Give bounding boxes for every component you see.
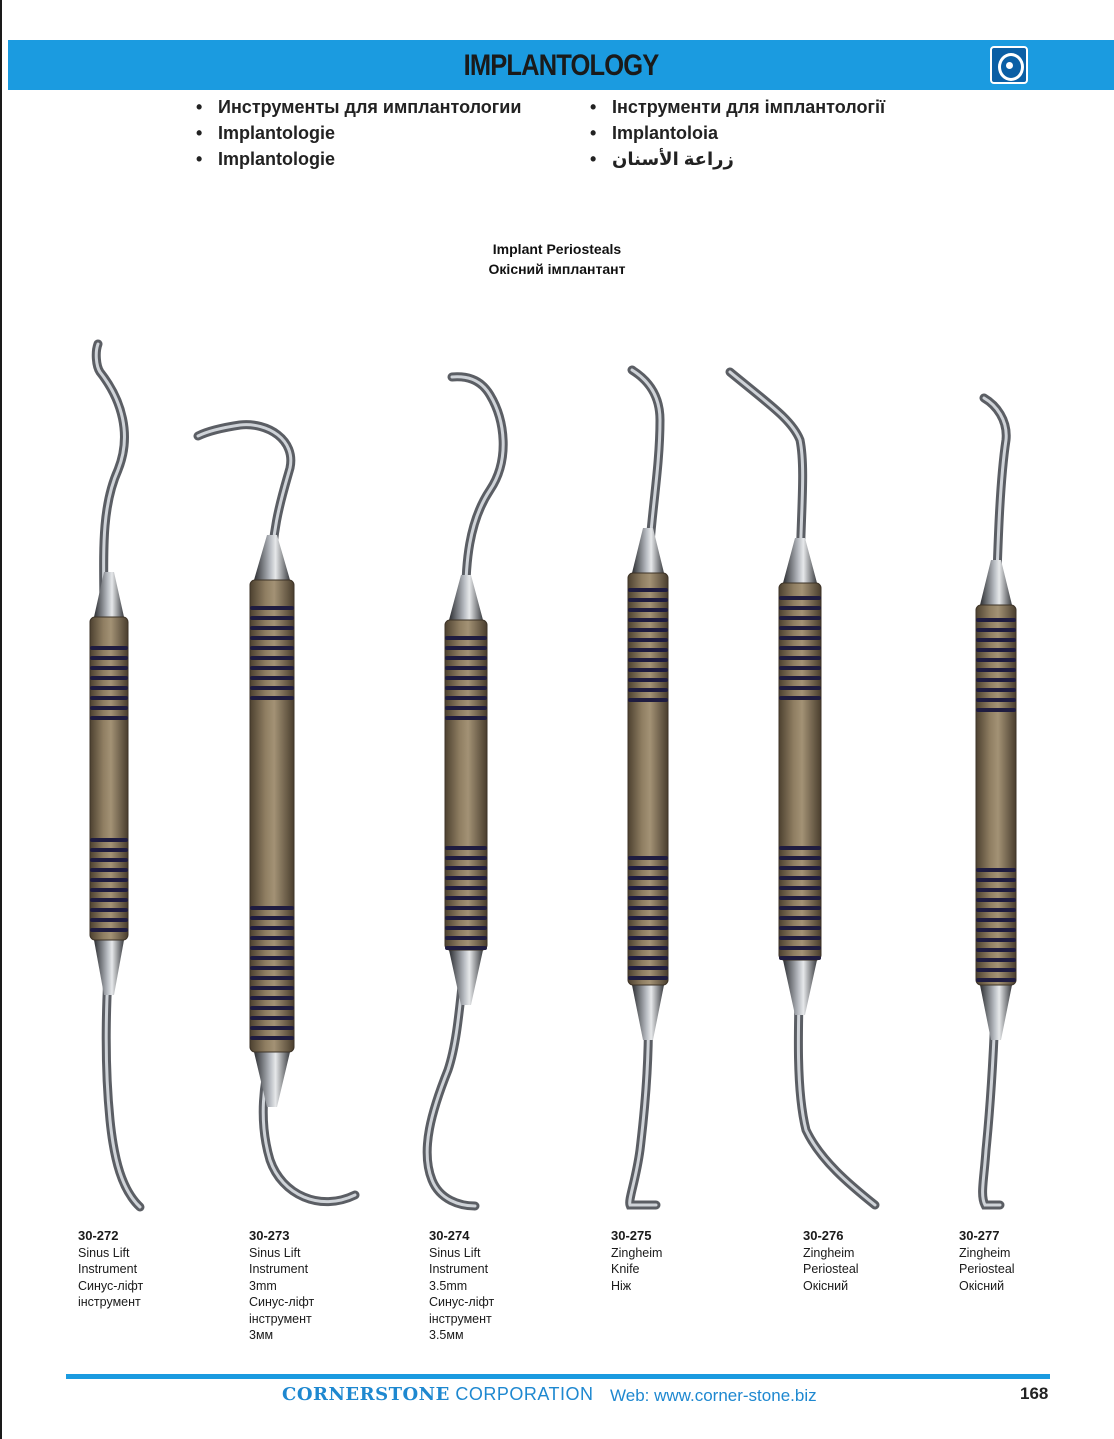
handle-groove	[250, 1006, 294, 1010]
handle-groove	[250, 626, 294, 630]
handle-groove	[628, 608, 668, 612]
handle-groove	[445, 936, 487, 940]
caption-line: Синус-ліфт	[429, 1295, 495, 1309]
handle-groove	[628, 896, 668, 900]
upper-neck	[632, 528, 664, 573]
handle-groove	[250, 606, 294, 610]
handle-groove	[976, 948, 1016, 952]
handle-groove	[779, 646, 821, 650]
caption-line: 3мм	[249, 1328, 274, 1342]
handle-groove	[445, 666, 487, 670]
handle-groove	[976, 938, 1016, 942]
handle-groove	[976, 908, 1016, 912]
instrument-30-272	[90, 344, 140, 1207]
product-code: 30-275	[611, 1228, 652, 1243]
caption-line: Окісний	[959, 1278, 1005, 1293]
caption-line: Periosteal	[803, 1262, 859, 1276]
handle-groove	[628, 668, 668, 672]
product-code: 30-272	[78, 1228, 119, 1243]
handle-groove	[250, 1026, 294, 1030]
handle-groove	[628, 976, 668, 980]
handle-groove	[976, 698, 1016, 702]
bullet-icon: •	[590, 123, 597, 143]
product-caption-30-274	[429, 1228, 494, 1344]
caption-line: Sinus Lift	[249, 1245, 301, 1260]
footer-website: Web: www.corner-stone.biz	[610, 1386, 817, 1405]
handle-groove	[628, 956, 668, 960]
handle-groove	[779, 596, 821, 600]
product-code: 30-274	[429, 1228, 470, 1243]
caption-line: Periosteal	[959, 1262, 1015, 1276]
handle-groove	[250, 616, 294, 620]
handle	[628, 573, 668, 985]
handle-groove	[628, 856, 668, 860]
language-item: • Implantoloia	[590, 120, 885, 146]
handle-groove	[976, 968, 1016, 972]
handle-groove	[779, 686, 821, 690]
handle-groove	[90, 898, 128, 902]
handle-groove	[628, 638, 668, 642]
lower-neck	[632, 985, 664, 1040]
caption-line: Instrument	[429, 1262, 489, 1276]
language-item: • Implantologie	[196, 120, 521, 146]
handle-groove	[250, 976, 294, 980]
handle-groove	[628, 698, 668, 702]
handle-groove	[250, 926, 294, 930]
handle-groove	[628, 926, 668, 930]
handle-groove	[445, 846, 487, 850]
handle-groove	[445, 636, 487, 640]
handle-groove	[250, 686, 294, 690]
handle-groove	[250, 966, 294, 970]
handle-groove	[779, 846, 821, 850]
handle-groove	[976, 978, 1016, 982]
caption-line: Zingheim	[611, 1245, 663, 1260]
handle-groove	[976, 878, 1016, 882]
lower-neck	[783, 960, 817, 1015]
product-caption-30-275	[611, 1228, 662, 1294]
handle-groove	[250, 656, 294, 660]
handle-groove	[90, 716, 128, 720]
handle-groove	[90, 928, 128, 932]
handle-groove	[628, 946, 668, 950]
handle	[250, 580, 294, 1052]
handle-groove	[779, 926, 821, 930]
handle-groove	[445, 686, 487, 690]
handle-groove	[445, 676, 487, 680]
handle-groove	[628, 936, 668, 940]
handle-groove	[445, 916, 487, 920]
handle-groove	[445, 716, 487, 720]
handle-groove	[445, 696, 487, 700]
handle-groove	[445, 906, 487, 910]
handle-groove	[976, 868, 1016, 872]
handle-groove	[445, 866, 487, 870]
bullet-icon: •	[196, 97, 203, 117]
footer-rule	[66, 1374, 1050, 1379]
handle-groove	[250, 636, 294, 640]
handle-groove	[779, 626, 821, 630]
bullet-icon: •	[196, 123, 203, 143]
lower-neck	[94, 940, 124, 995]
company-name-strong: CORNERSTONE	[282, 1384, 450, 1405]
instrument-30-277	[976, 398, 1016, 1205]
upper-neck	[980, 560, 1012, 605]
caption-line: Zingheim	[959, 1245, 1011, 1260]
product-caption-30-277	[959, 1228, 1015, 1294]
handle-groove	[628, 598, 668, 602]
bullet-icon: •	[590, 149, 597, 169]
section-title: Implant Periosteals	[492, 241, 622, 257]
handle-groove	[628, 618, 668, 622]
handle-groove	[628, 648, 668, 652]
handle-groove	[628, 906, 668, 910]
handle-groove	[250, 986, 294, 990]
handle-groove	[250, 916, 294, 920]
handle-groove	[250, 956, 294, 960]
handle-groove	[976, 898, 1016, 902]
product-code: 30-276	[803, 1228, 844, 1243]
instrument-30-276	[730, 372, 875, 1205]
handle-groove	[90, 646, 128, 650]
handle-groove	[445, 926, 487, 930]
handle-groove	[628, 678, 668, 682]
language-item: • زراعة الأسنان	[590, 146, 885, 172]
upper-neck	[254, 535, 290, 580]
instrument-30-273	[198, 425, 355, 1202]
handle-groove	[250, 666, 294, 670]
caption-line: Окісний	[803, 1278, 849, 1293]
upper-neck	[783, 538, 817, 583]
handle-groove	[779, 906, 821, 910]
handle-groove	[90, 696, 128, 700]
caption-line: 3mm	[249, 1278, 277, 1293]
caption-line: 3.5mm	[429, 1278, 468, 1293]
handle-groove	[445, 886, 487, 890]
company-name-light: CORPORATION	[455, 1384, 594, 1404]
handle-groove	[250, 696, 294, 700]
handle-groove	[976, 618, 1016, 622]
language-item: • Інструменти для імплантології	[590, 94, 885, 120]
handle-groove	[90, 908, 128, 912]
handle-groove	[779, 886, 821, 890]
handle-groove	[976, 888, 1016, 892]
handle-groove	[779, 916, 821, 920]
lower-working-end	[798, 960, 875, 1205]
handle-groove	[976, 628, 1016, 632]
footer-company-name	[282, 1384, 594, 1405]
handle-groove	[976, 708, 1016, 712]
handle-groove	[250, 996, 294, 1000]
handle-groove	[779, 636, 821, 640]
handle-groove	[250, 646, 294, 650]
caption-line: Knife	[611, 1262, 640, 1276]
caption-line: Синус-ліфт	[249, 1295, 315, 1309]
handle-groove	[445, 876, 487, 880]
handle-groove	[90, 666, 128, 670]
caption-line: інструмент	[249, 1311, 312, 1326]
product-caption-30-273	[249, 1228, 314, 1344]
handle-groove	[90, 656, 128, 660]
caption-line: Sinus Lift	[78, 1245, 130, 1260]
handle-groove	[976, 658, 1016, 662]
handle-groove	[445, 946, 487, 950]
page-number: 168	[1020, 1384, 1049, 1403]
caption-line: інструмент	[429, 1311, 492, 1326]
caption-line: 3.5мм	[429, 1328, 464, 1342]
upper-neck	[449, 575, 483, 620]
handle-groove	[445, 896, 487, 900]
handle-groove	[90, 888, 128, 892]
language-item: • Инструменты для имплантологии	[196, 94, 521, 120]
handle-groove	[976, 928, 1016, 932]
handle-groove	[779, 866, 821, 870]
lower-neck	[449, 950, 483, 1005]
product-caption-30-276	[803, 1228, 859, 1294]
handle-groove	[250, 936, 294, 940]
handle-groove	[250, 676, 294, 680]
handle-groove	[90, 878, 128, 882]
product-code: 30-277	[959, 1228, 1000, 1243]
handle-groove	[90, 676, 128, 680]
handle-groove	[628, 886, 668, 890]
handle-groove	[976, 668, 1016, 672]
handle-groove	[779, 896, 821, 900]
handle-groove	[90, 838, 128, 842]
handle-groove	[445, 856, 487, 860]
handle-groove	[250, 1036, 294, 1040]
handle-groove	[779, 666, 821, 670]
handle-groove	[445, 706, 487, 710]
handle-groove	[90, 686, 128, 690]
handle-groove	[779, 876, 821, 880]
handle-groove	[779, 946, 821, 950]
handle-groove	[628, 866, 668, 870]
handle-groove	[90, 918, 128, 922]
handle-groove	[779, 676, 821, 680]
handle-groove	[90, 858, 128, 862]
handle-groove	[976, 958, 1016, 962]
handle-groove	[628, 588, 668, 592]
handle-groove	[628, 628, 668, 632]
handle-groove	[628, 966, 668, 970]
handle-groove	[250, 906, 294, 910]
handle-groove	[779, 696, 821, 700]
handle-groove	[445, 656, 487, 660]
handle-groove	[628, 916, 668, 920]
caption-line: Instrument	[78, 1262, 138, 1276]
caption-line: Синус-ліфт	[78, 1278, 144, 1293]
handle-groove	[445, 646, 487, 650]
handle-groove	[628, 876, 668, 880]
caption-line: Zingheim	[803, 1245, 855, 1260]
page-title: IMPLANTOLOGY	[463, 49, 659, 82]
handle-groove	[976, 688, 1016, 692]
bullet-icon: •	[196, 149, 203, 169]
handle-groove	[779, 616, 821, 620]
caption-line: інструмент	[78, 1295, 141, 1309]
handle-groove	[250, 1016, 294, 1020]
handle-groove	[779, 606, 821, 610]
handle-groove	[90, 706, 128, 710]
bullet-icon: •	[590, 97, 597, 117]
caption-line: Ніж	[611, 1278, 632, 1293]
handle-groove	[90, 848, 128, 852]
handle-groove	[976, 638, 1016, 642]
instrument-30-274	[427, 377, 503, 1206]
product-code: 30-273	[249, 1228, 290, 1243]
caption-line: Instrument	[249, 1262, 309, 1276]
product-caption-30-272	[78, 1228, 143, 1311]
handle-groove	[779, 936, 821, 940]
language-item: • Implantologie	[196, 146, 521, 172]
handle-groove	[779, 656, 821, 660]
handle-groove	[250, 946, 294, 950]
handle-groove	[628, 658, 668, 662]
handle-groove	[779, 856, 821, 860]
section-subtitle: Окісний імплантант	[488, 261, 626, 277]
handle-groove	[976, 648, 1016, 652]
handle-groove	[90, 868, 128, 872]
handle-groove	[976, 918, 1016, 922]
lower-neck	[980, 985, 1012, 1040]
caption-line: Sinus Lift	[429, 1245, 481, 1260]
handle-groove	[976, 678, 1016, 682]
handle-groove	[779, 956, 821, 960]
instrument-30-275	[628, 370, 668, 1205]
handle-groove	[628, 688, 668, 692]
upper-neck	[94, 572, 124, 617]
